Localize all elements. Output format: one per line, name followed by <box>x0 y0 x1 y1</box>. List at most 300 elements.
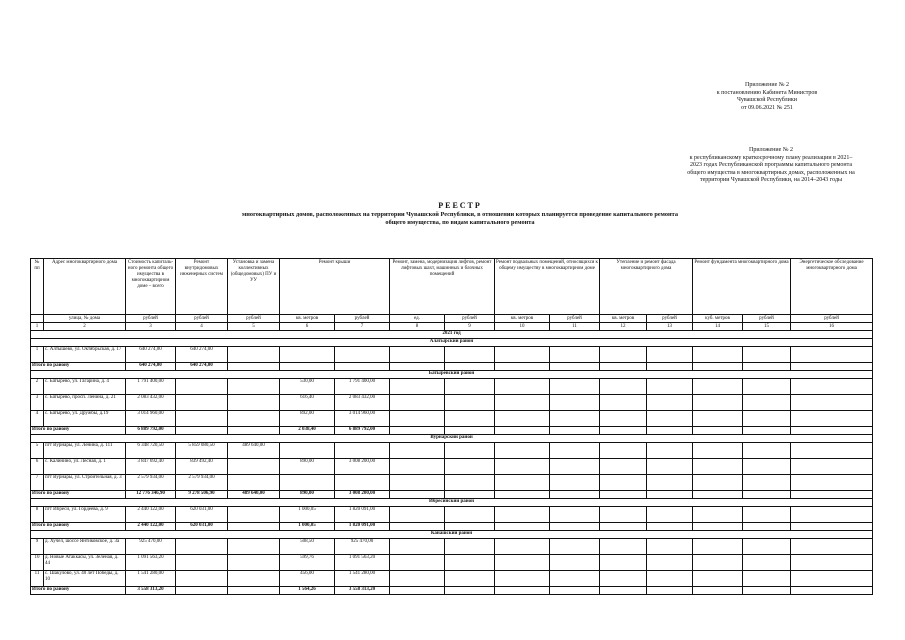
row-total-cost: 6 348 720,50 <box>126 443 176 459</box>
empty-cell <box>791 459 873 475</box>
district-row <box>31 531 873 539</box>
table-column-numbers-row <box>31 323 873 331</box>
district-row <box>31 371 873 379</box>
row-number: 1 <box>31 347 44 363</box>
total-roof-area: 890,00 <box>280 491 335 499</box>
empty-cell <box>647 395 693 411</box>
empty-cell <box>550 587 600 595</box>
empty-cell <box>445 427 495 435</box>
empty-cell <box>550 395 600 411</box>
empty-cell <box>390 491 445 499</box>
total-roof-area: 2 038,40 <box>280 427 335 435</box>
empty-cell <box>743 379 791 395</box>
empty-cell <box>647 363 693 371</box>
empty-cell <box>791 475 873 491</box>
empty-cell <box>495 475 550 491</box>
empty-cell <box>600 555 647 571</box>
empty-cell <box>550 443 600 459</box>
empty-cell <box>445 347 495 363</box>
empty-cell <box>445 491 495 499</box>
col-header-address: Адрес многоквартирного дома <box>44 259 126 315</box>
empty-cell <box>600 491 647 499</box>
row-roof-cost <box>335 347 390 363</box>
empty-cell <box>390 571 445 587</box>
col-number: 8 <box>390 323 445 331</box>
empty-cell <box>791 571 873 587</box>
total-label: Итого по району <box>31 587 126 595</box>
row-meters-cost <box>228 379 280 395</box>
unit-cell: куб. метров <box>693 315 743 323</box>
empty-cell <box>445 379 495 395</box>
empty-cell <box>693 475 743 491</box>
district-name: Батыревский район <box>31 371 873 379</box>
row-engineering-cost: 5 859 080,50 <box>176 443 228 459</box>
district-total-row <box>31 363 873 371</box>
empty-cell <box>693 363 743 371</box>
empty-cell <box>600 523 647 531</box>
appendix-line: от 09.06.2021 № 251 <box>741 104 793 111</box>
unit-cell: ед. <box>390 315 445 323</box>
unit-cell: кв. метров <box>495 315 550 323</box>
year-label: 2021 год <box>31 331 873 339</box>
col-number: 14 <box>693 323 743 331</box>
total-engineering: 640 274,00 <box>176 363 228 371</box>
row-roof-cost: 1 541 280,00 <box>335 571 390 587</box>
row-number: 3 <box>31 395 44 411</box>
empty-cell <box>495 507 550 523</box>
empty-cell <box>647 491 693 499</box>
empty-cell <box>550 523 600 531</box>
col-number: 5 <box>228 323 280 331</box>
total-cost: 2 440 122,00 <box>126 523 176 531</box>
empty-cell <box>445 395 495 411</box>
appendix-line: общего имущества в многоквартирных домах, расположенных на <box>687 169 855 176</box>
empty-cell <box>445 459 495 475</box>
appendix-line: Чувашской Республики <box>736 97 798 104</box>
empty-cell <box>647 571 693 587</box>
empty-cell <box>647 475 693 491</box>
empty-cell <box>390 459 445 475</box>
empty-cell <box>647 523 693 531</box>
district-total-row <box>31 523 873 531</box>
total-label: Итого по району <box>31 363 126 371</box>
empty-cell <box>600 507 647 523</box>
table-row <box>31 379 873 395</box>
empty-cell <box>445 507 495 523</box>
empty-cell <box>743 395 791 411</box>
total-cost: 12 776 346,90 <box>126 491 176 499</box>
district-row <box>31 339 873 347</box>
col-number: 4 <box>176 323 228 331</box>
empty-cell <box>791 507 873 523</box>
row-engineering-cost <box>176 539 228 555</box>
row-roof-cost: 3 008 200,00 <box>335 459 390 475</box>
table-row <box>31 571 873 587</box>
empty-cell <box>791 427 873 435</box>
empty-cell <box>445 539 495 555</box>
empty-cell <box>791 411 873 427</box>
empty-cell <box>647 555 693 571</box>
empty-cell <box>390 363 445 371</box>
row-address: с. Шакулово, ул. 40 лет Победы, д. 10 <box>44 571 126 587</box>
row-meters-cost <box>228 459 280 475</box>
district-total-row <box>31 587 873 595</box>
empty-cell <box>693 571 743 587</box>
empty-cell <box>693 507 743 523</box>
empty-cell <box>791 443 873 459</box>
total-meters <box>228 587 280 595</box>
document-title <box>120 201 800 228</box>
empty-cell <box>743 571 791 587</box>
empty-cell <box>647 539 693 555</box>
col-header-roof: Ремонт крыши <box>280 259 390 315</box>
empty-cell <box>693 539 743 555</box>
empty-cell <box>647 347 693 363</box>
empty-cell <box>390 587 445 595</box>
empty-cell <box>791 523 873 531</box>
appendix-line: территории Чувашской Республики, на 2014–2043 годы <box>699 177 843 184</box>
empty-cell <box>495 523 550 531</box>
table-row <box>31 459 873 475</box>
total-cost: 6 889 792,00 <box>126 427 176 435</box>
row-roof-cost <box>335 475 390 491</box>
empty-cell <box>445 475 495 491</box>
empty-cell <box>647 379 693 395</box>
empty-cell <box>743 443 791 459</box>
district-name: Канашский район <box>31 531 873 539</box>
empty-cell <box>550 475 600 491</box>
empty-cell <box>390 523 445 531</box>
empty-cell <box>390 475 445 491</box>
district-row <box>31 435 873 443</box>
empty-cell <box>445 555 495 571</box>
unit-cell: кв. метров <box>600 315 647 323</box>
row-total-cost: 2 579 934,00 <box>126 475 176 491</box>
total-roof-area <box>280 363 335 371</box>
unit-cell <box>31 315 44 323</box>
empty-cell <box>693 379 743 395</box>
table-row <box>31 539 873 555</box>
row-address: д. Новые Атаккасы, ул. Зеленая, д. 44 <box>44 555 126 571</box>
table-header-row <box>31 259 873 315</box>
col-number: 11 <box>550 323 600 331</box>
row-roof-cost: 1 091 563,20 <box>335 555 390 571</box>
col-number: 9 <box>445 323 495 331</box>
total-meters <box>228 363 280 371</box>
empty-cell <box>647 443 693 459</box>
row-number: 2 <box>31 379 44 395</box>
row-number: 5 <box>31 443 44 459</box>
empty-cell <box>550 539 600 555</box>
col-header-meters: Установка и замена коллективных (общедомовых) ПУ и УУ <box>228 259 280 315</box>
appendix-line: 2023 годах Республиканской программы капитального ремонта <box>690 162 852 169</box>
unit-cell: рублей <box>743 315 791 323</box>
row-meters-cost <box>228 571 280 587</box>
empty-cell <box>495 491 550 499</box>
empty-cell <box>495 571 550 587</box>
district-name: Ибресинский район <box>31 499 873 507</box>
row-roof-area <box>280 475 335 491</box>
empty-cell <box>495 539 550 555</box>
empty-cell <box>550 411 600 427</box>
empty-cell <box>743 491 791 499</box>
row-total-cost: 3 847 692,40 <box>126 459 176 475</box>
empty-cell <box>445 443 495 459</box>
empty-cell <box>647 411 693 427</box>
empty-cell <box>647 507 693 523</box>
title-registry: РЕЕСТР <box>438 201 482 210</box>
row-roof-cost <box>335 443 390 459</box>
empty-cell <box>390 443 445 459</box>
total-roof-area: 1 000,05 <box>280 523 335 531</box>
total-label: Итого по району <box>31 491 126 499</box>
row-roof-cost: 1 820 091,00 <box>335 507 390 523</box>
empty-cell <box>743 427 791 435</box>
table-row <box>31 347 873 363</box>
title-subtitle: многоквартирных домов, расположенных на территории Чувашской Республики, в отношении которых планируется проведение капитального ремонта <box>242 211 678 218</box>
empty-cell <box>743 411 791 427</box>
total-meters <box>228 427 280 435</box>
empty-cell <box>743 555 791 571</box>
empty-cell <box>550 555 600 571</box>
total-meters: 489 640,00 <box>228 491 280 499</box>
row-roof-area: 616,40 <box>280 395 335 411</box>
empty-cell <box>600 427 647 435</box>
row-meters-cost: 489 640,00 <box>228 443 280 459</box>
empty-cell <box>791 363 873 371</box>
row-address: с. Батырево, ул. Гагарина, д. 4 <box>44 379 126 395</box>
empty-cell <box>495 555 550 571</box>
appendix-line: Приложение № 2 <box>749 147 793 153</box>
row-meters-cost <box>228 555 280 571</box>
registry-body <box>31 331 873 595</box>
col-number: 10 <box>495 323 550 331</box>
row-total-cost: 1 791 400,00 <box>126 379 176 395</box>
empty-cell <box>390 507 445 523</box>
row-engineering-cost: 640 274,00 <box>176 347 228 363</box>
empty-cell <box>647 587 693 595</box>
col-number: 6 <box>280 323 335 331</box>
col-number: 2 <box>44 323 126 331</box>
total-label: Итого по району <box>31 523 126 531</box>
empty-cell <box>600 411 647 427</box>
row-engineering-cost <box>176 555 228 571</box>
empty-cell <box>743 475 791 491</box>
row-engineering-cost: 839 492,40 <box>176 459 228 475</box>
row-address: с. Калинино, ул. Лесная, д. 1 <box>44 459 126 475</box>
row-number: 7 <box>31 475 44 491</box>
row-engineering-cost: 2 579 934,00 <box>176 475 228 491</box>
empty-cell <box>495 395 550 411</box>
total-engineering: 620 031,00 <box>176 523 228 531</box>
row-total-cost: 1 541 280,00 <box>126 571 176 587</box>
col-header-foundation: Ремонт фундамента многоквартирного дома <box>693 259 791 315</box>
unit-cell: рублей <box>550 315 600 323</box>
col-header-facade: Утепление и ремонт фасада многоквартирного дома <box>600 259 693 315</box>
empty-cell <box>445 363 495 371</box>
row-roof-cost: 2 083 432,00 <box>335 395 390 411</box>
empty-cell <box>390 427 445 435</box>
total-roof-cost: 1 820 091,00 <box>335 523 390 531</box>
row-roof-area: 890,00 <box>280 459 335 475</box>
row-meters-cost <box>228 475 280 491</box>
empty-cell <box>743 363 791 371</box>
col-number: 7 <box>335 323 390 331</box>
empty-cell <box>445 523 495 531</box>
empty-cell <box>390 395 445 411</box>
title-subtitle-2: общего имущества, по видам капитального ремонта <box>385 219 535 227</box>
unit-cell: улица, № дома <box>44 315 126 323</box>
row-total-cost: 3 014 960,00 <box>126 411 176 427</box>
col-header-basements: Ремонт подвальных помещений, относящихся к общему имуществу в многоквартирном доме <box>495 259 600 315</box>
total-label: Итого по району <box>31 427 126 435</box>
empty-cell <box>743 459 791 475</box>
row-meters-cost <box>228 347 280 363</box>
total-roof-cost: 6 889 792,00 <box>335 427 390 435</box>
empty-cell <box>550 427 600 435</box>
row-engineering-cost <box>176 395 228 411</box>
appendix-line: Приложение № 2 <box>745 82 789 88</box>
empty-cell <box>495 459 550 475</box>
row-meters-cost <box>228 507 280 523</box>
empty-cell <box>791 379 873 395</box>
row-roof-cost: 925 470,00 <box>335 539 390 555</box>
empty-cell <box>693 491 743 499</box>
empty-cell <box>693 523 743 531</box>
table-row <box>31 475 873 491</box>
row-roof-cost: 3 014 960,00 <box>335 411 390 427</box>
unit-cell: рублей <box>647 315 693 323</box>
district-total-row <box>31 427 873 435</box>
empty-cell <box>600 443 647 459</box>
row-roof-area: 530,00 <box>280 379 335 395</box>
total-roof-cost <box>335 363 390 371</box>
row-engineering-cost <box>176 411 228 427</box>
row-roof-area: 599,76 <box>280 555 335 571</box>
empty-cell <box>445 587 495 595</box>
empty-cell <box>495 411 550 427</box>
row-total-cost: 925 470,00 <box>126 539 176 555</box>
empty-cell <box>693 587 743 595</box>
empty-cell <box>550 347 600 363</box>
table-units-row <box>31 315 873 323</box>
row-number: 4 <box>31 411 44 427</box>
empty-cell <box>693 555 743 571</box>
row-roof-cost: 1 791 400,00 <box>335 379 390 395</box>
empty-cell <box>743 523 791 531</box>
row-total-cost: 640 274,00 <box>126 347 176 363</box>
appendix-line: к постановлению Кабинета Министров <box>716 89 818 96</box>
district-name: Алатырский район <box>31 339 873 347</box>
row-address: пгт Вурнары, ул. Строительная, д. 3 <box>44 475 126 491</box>
appendix-note-decree <box>692 82 842 112</box>
empty-cell <box>495 379 550 395</box>
district-name: Вурнарский район <box>31 435 873 443</box>
row-roof-area <box>280 443 335 459</box>
empty-cell <box>495 347 550 363</box>
year-row <box>31 331 873 339</box>
total-meters <box>228 523 280 531</box>
row-roof-area: 1 000,05 <box>280 507 335 523</box>
empty-cell <box>390 555 445 571</box>
col-number: 13 <box>647 323 693 331</box>
unit-cell: рублей <box>335 315 390 323</box>
unit-cell: рублей <box>791 315 873 323</box>
empty-cell <box>600 539 647 555</box>
appendix-line: к республиканскому краткосрочному плану реализации в 2021– <box>689 154 853 161</box>
table-row <box>31 443 873 459</box>
row-number: 10 <box>31 555 44 571</box>
empty-cell <box>550 571 600 587</box>
row-engineering-cost: 620 031,00 <box>176 507 228 523</box>
unit-cell: рублей <box>228 315 280 323</box>
table-row <box>31 395 873 411</box>
empty-cell <box>390 347 445 363</box>
empty-cell <box>791 587 873 595</box>
empty-cell <box>791 539 873 555</box>
col-header-cost: Стоимость капиталь-ного ремонта общего имущества в многоквартирном доме – всего <box>126 259 176 315</box>
unit-cell: рублей <box>126 315 176 323</box>
col-header-energy: Энергетическое обследование многоквартирного дома <box>791 259 873 315</box>
row-meters-cost <box>228 411 280 427</box>
empty-cell <box>693 411 743 427</box>
empty-cell <box>743 539 791 555</box>
empty-cell <box>647 459 693 475</box>
row-total-cost: 2 083 432,00 <box>126 395 176 411</box>
row-total-cost: 1 091 563,20 <box>126 555 176 571</box>
table-row <box>31 411 873 427</box>
row-address: с. Батырево, ул. Дружбы, д.19 <box>44 411 126 427</box>
total-engineering <box>176 427 228 435</box>
empty-cell <box>693 427 743 435</box>
unit-cell: кв. метров <box>280 315 335 323</box>
row-address: пгт Ибреси, ул. Гордеева, д. 9 <box>44 507 126 523</box>
empty-cell <box>693 443 743 459</box>
empty-cell <box>743 587 791 595</box>
total-cost: 3 558 313,20 <box>126 587 176 595</box>
row-meters-cost <box>228 539 280 555</box>
total-roof-cost: 3 008 200,00 <box>335 491 390 499</box>
unit-cell: рублей <box>445 315 495 323</box>
total-engineering: 9 278 506,90 <box>176 491 228 499</box>
col-header-elevators: Ремонт, замена, модернизация лифтов, ремонт лифтовых шахт, машинных и блочных помещений <box>390 259 495 315</box>
empty-cell <box>600 347 647 363</box>
empty-cell <box>600 459 647 475</box>
row-number: 9 <box>31 539 44 555</box>
row-total-cost: 2 440 122,00 <box>126 507 176 523</box>
empty-cell <box>550 507 600 523</box>
appendix-note-plan <box>660 147 882 185</box>
row-number: 8 <box>31 507 44 523</box>
empty-cell <box>550 459 600 475</box>
row-address: д. Хучел, шоссе Янтиковское, д. 3а <box>44 539 126 555</box>
empty-cell <box>390 379 445 395</box>
empty-cell <box>495 363 550 371</box>
empty-cell <box>791 491 873 499</box>
empty-cell <box>693 459 743 475</box>
table-row <box>31 555 873 571</box>
empty-cell <box>390 411 445 427</box>
empty-cell <box>743 347 791 363</box>
empty-cell <box>600 395 647 411</box>
empty-cell <box>791 395 873 411</box>
empty-cell <box>550 491 600 499</box>
empty-cell <box>495 427 550 435</box>
empty-cell <box>647 427 693 435</box>
total-cost: 640 274,00 <box>126 363 176 371</box>
empty-cell <box>495 587 550 595</box>
row-engineering-cost <box>176 379 228 395</box>
